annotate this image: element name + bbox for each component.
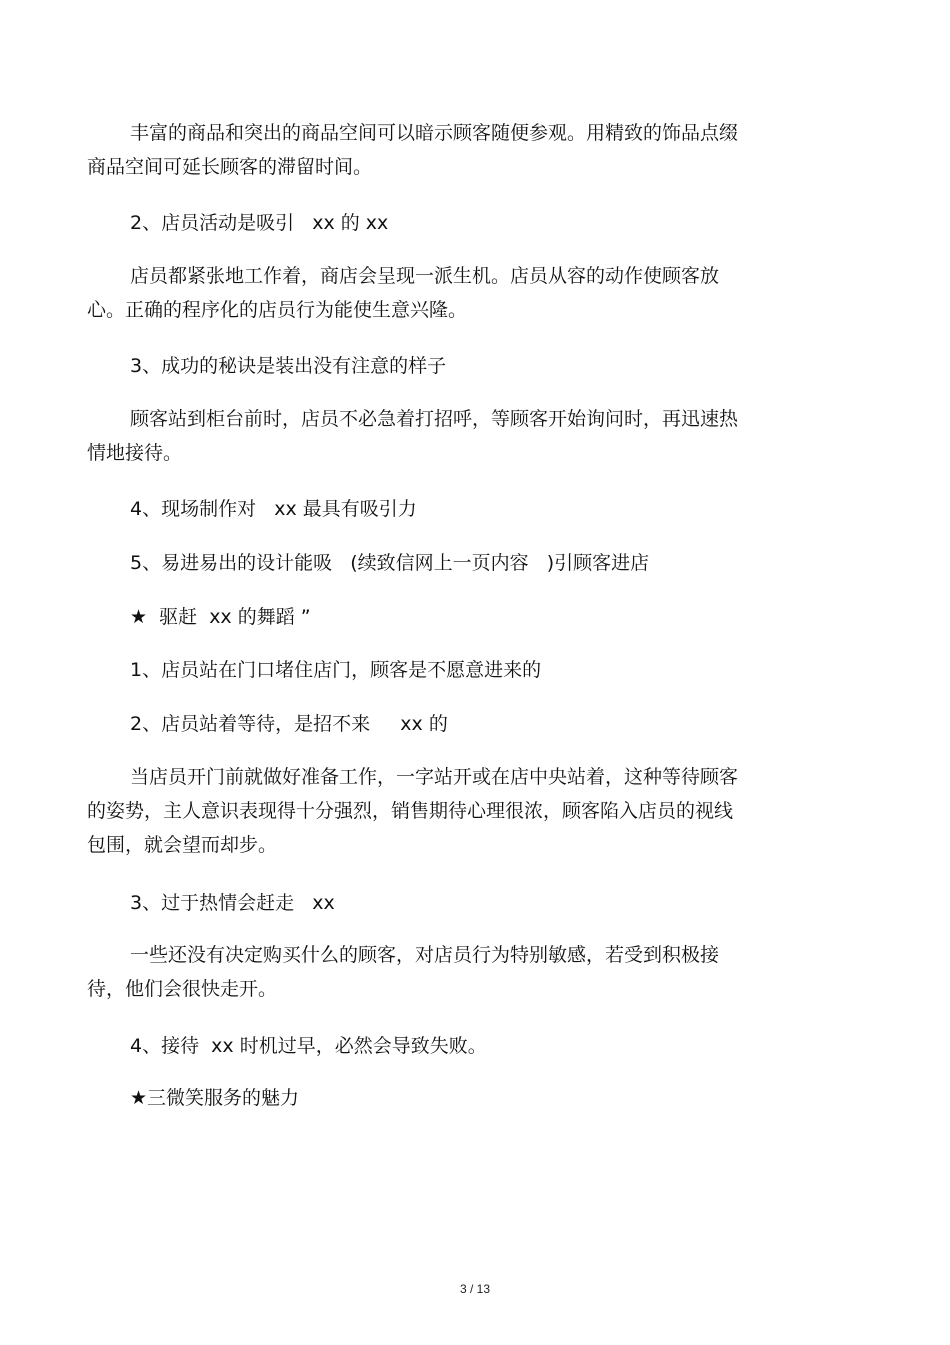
section-heading: 5、易进易出的设计能吸 (续致信网上一页内容 )引顾客进店 <box>130 552 650 574</box>
section-heading: ★三微笑服务的魅力 <box>130 1087 300 1109</box>
section-heading: 2、店员站着等待，是招不来 xx 的 <box>130 713 448 735</box>
section-heading: 2、店员活动是吸引 xx 的 xx <box>130 212 389 234</box>
paragraph-line: 当店员开门前就做好准备工作，一字站开或在店中央站着，这种等待顾客 <box>130 766 739 788</box>
paragraph-line: 店员都紧张地工作着，商店会呈现一派生机。店员从容的动作使顾客放 <box>130 265 720 287</box>
paragraph-line: 心。正确的程序化的店员行为能使生意兴隆。 <box>87 299 468 321</box>
section-heading: 4、现场制作对 xx 最具有吸引力 <box>130 498 417 520</box>
page-number: 3 / 13 <box>459 1282 491 1296</box>
section-heading: 4、接待 xx 时机过早，必然会导致失败。 <box>130 1035 487 1057</box>
paragraph-line: 商品空间可延长顾客的滞留时间。 <box>87 156 373 178</box>
paragraph-line: 包围，就会望而却步。 <box>87 834 278 856</box>
section-heading: 1、店员站在门口堵住店门，顾客是不愿意进来的 <box>130 659 542 681</box>
paragraph-line: 顾客站到柜台前时，店员不必急着打招呼，等顾客开始询问时，再迅速热 <box>130 408 739 430</box>
section-heading: 3、过于热情会赶走 xx <box>130 892 335 914</box>
paragraph-line: 待，他们会很快走开。 <box>87 978 278 1000</box>
section-heading: ★ 驱赶 xx 的舞蹈 ” <box>130 606 311 628</box>
section-heading: 3、成功的秘诀是装出没有注意的样子 <box>130 355 447 377</box>
paragraph-line: 的姿势，主人意识表现得十分强烈，销售期待心理很浓，顾客陷入店员的视线 <box>87 800 734 822</box>
paragraph-line: 一些还没有决定购买什么的顾客，对店员行为特别敏感，若受到积极接 <box>130 944 720 966</box>
paragraph-line: 丰富的商品和突出的商品空间可以暗示顾客随便参观。用精致的饰品点缀 <box>130 122 739 144</box>
paragraph-line: 情地接待。 <box>87 442 183 464</box>
